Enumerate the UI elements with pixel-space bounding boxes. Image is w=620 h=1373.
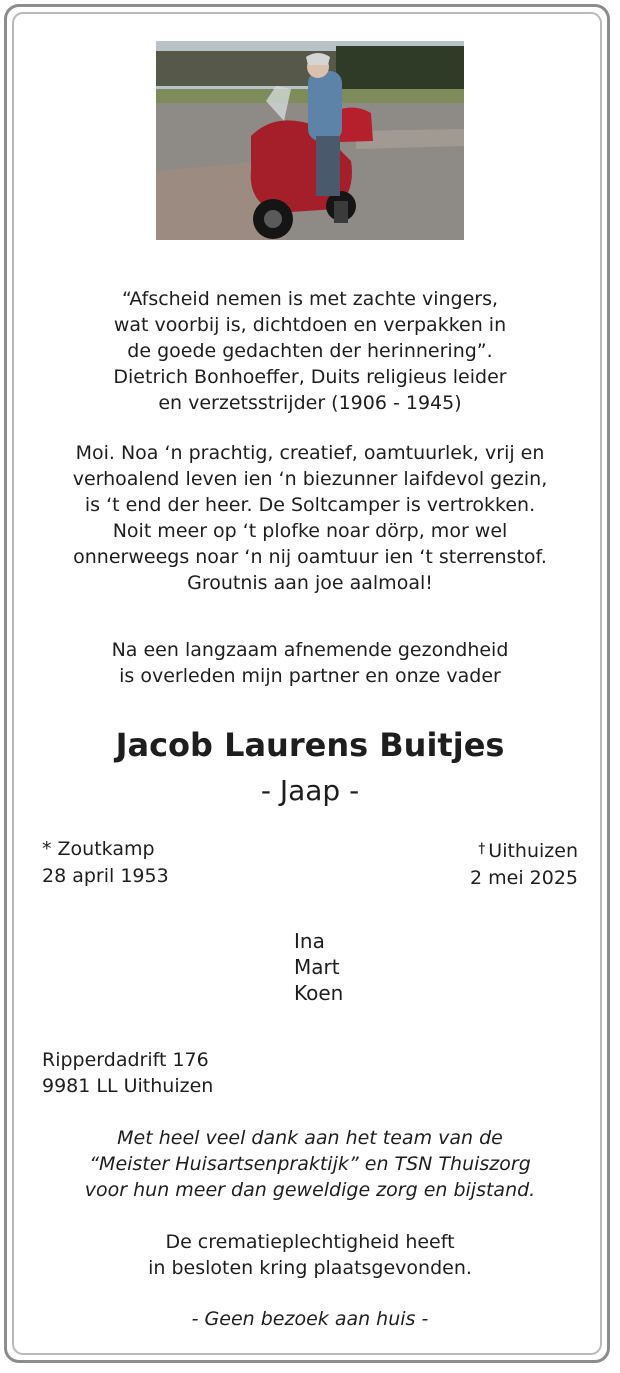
death-place-line <box>470 836 578 865</box>
address-city: 9981 LL Uithuizen <box>42 1075 214 1097</box>
dagger-icon: † <box>478 841 486 857</box>
dialect-line: onnerweegs noar ‘n nij oamtuur ien ‘t sterrenstof. <box>73 546 547 568</box>
quote-line: de goede gedachten der herinnering”. <box>127 340 493 362</box>
intro-line: Na een langzaam afnemende gezondheid <box>111 639 509 661</box>
deceased-name: Jacob Laurens Buitjes <box>115 726 505 764</box>
visit-note: - Geen bezoek aan huis - <box>191 1308 429 1330</box>
dialect-line: Moi. Noa ‘n prachtig, creatief, oamtuurlek, vrij en <box>75 442 545 464</box>
quote-line: Dietrich Bonhoeffer, Duits religieus leider <box>113 366 507 388</box>
portrait-photo <box>156 41 464 240</box>
thanks-line: Met heel veel dank aan het team van de <box>117 1127 503 1149</box>
quote-line: “Afscheid nemen is met zachte vingers, <box>121 288 499 310</box>
dialect-message <box>30 440 590 596</box>
dialect-line: verhoalend leven ien ‘n biezunner laifdevol gezin, <box>72 468 548 490</box>
deceased-nickname: - Jaap - <box>260 774 360 807</box>
dialect-line: Groutnis aan joe aalmoal! <box>187 572 433 594</box>
family-member: Koen <box>294 981 344 1005</box>
thanks-line: “Meister Huisartsenpraktijk” en TSN Thuiszorg <box>89 1153 531 1175</box>
death-info <box>470 836 578 892</box>
family-names <box>294 928 343 1006</box>
quote-line: wat voorbij is, dichtdoen en verpakken in <box>113 314 507 336</box>
address-street: Ripperdadrift 176 <box>42 1049 209 1071</box>
death-place: Uithuizen <box>488 840 578 862</box>
intro-line: is overleden mijn partner en onze vader <box>119 665 501 687</box>
announcement-intro <box>30 637 590 689</box>
dialect-line: Noit meer op ‘t plofke noar dörp, mor wel <box>112 520 508 542</box>
birth-place: * Zoutkamp <box>42 838 155 860</box>
thanks-line: voor hun meer dan geweldige zorg en bijstand. <box>84 1179 536 1201</box>
family-member: Mart <box>294 955 340 979</box>
birth-date: 28 april 1953 <box>42 865 169 887</box>
death-date: 2 mei 2025 <box>470 867 578 889</box>
family-member: Ina <box>294 929 325 953</box>
thanks-message <box>30 1125 590 1203</box>
ceremony-line: De crematieplechtigheid heeft <box>165 1231 455 1253</box>
address-block <box>42 1047 213 1099</box>
ceremony-note <box>30 1229 590 1281</box>
dialect-line: is ‘t end der heer. De Soltcamper is vertrokken. <box>84 494 536 516</box>
ceremony-line: in besloten kring plaatsgevonden. <box>148 1257 472 1279</box>
quote-line: en verzetsstrijder (1906 - 1945) <box>158 392 462 414</box>
quote-block <box>30 286 590 416</box>
birth-info <box>42 836 169 890</box>
